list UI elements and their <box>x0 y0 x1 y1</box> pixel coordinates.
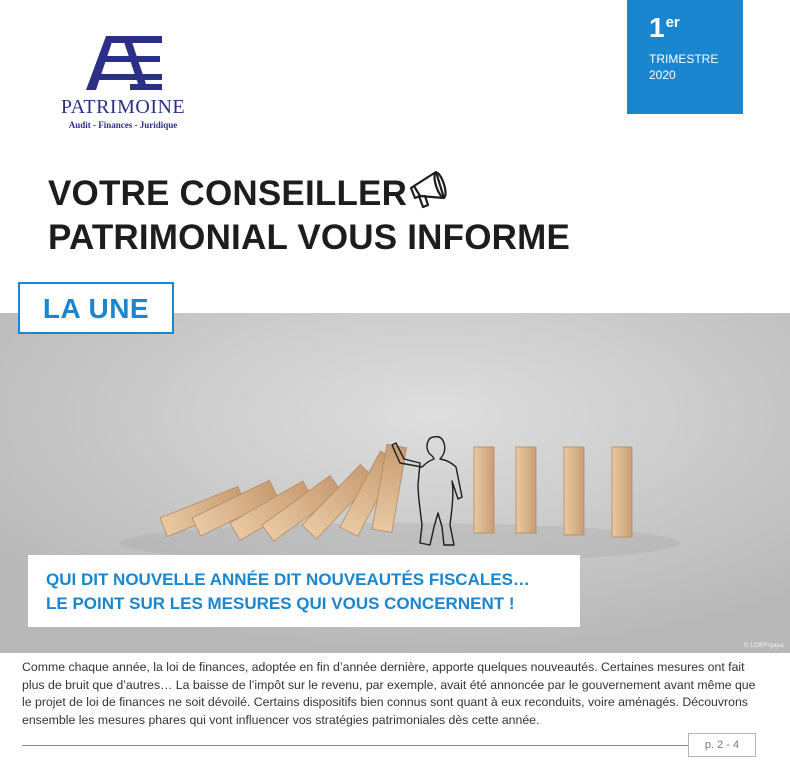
headline-line-1: QUI DIT NOUVELLE ANNÉE DIT NOUVEAUTÉS FISCALES… <box>46 570 530 589</box>
page-title <box>48 172 570 260</box>
headline-box <box>28 555 580 627</box>
company-logo <box>58 34 188 134</box>
quarter-label: TRIMESTRE <box>649 52 719 66</box>
headline-line-2: LE POINT SUR LES MESURES QUI VOUS CONCERNENT ! <box>46 594 515 613</box>
megaphone-icon <box>406 164 452 210</box>
logo-tagline: Audit - Finances - Juridique <box>68 120 178 130</box>
section-label: LA UNE <box>18 282 174 334</box>
quarter-suffix: er <box>665 14 680 31</box>
title-line-1: VOTRE CONSEILLER <box>48 174 408 213</box>
quarter-number: 1er <box>649 12 680 43</box>
page-reference: p. 2 - 4 <box>688 733 756 757</box>
title-line-2: PATRIMONIAL VOUS INFORME <box>48 218 571 257</box>
quarter-badge <box>627 0 743 114</box>
intro-paragraph: Comme chaque année, la loi de finances, adoptée en fin d’année dernière, apporte quelques nouveautés. Certaines mesures ont fait plus de bruit que d’autres… La baisse de l’impôt sur le revenu, par exemple, avait été annoncée par le gouvernement avant même que le projet de loi de finances ne soit dévoilé. Certains dispositifs bien connus sont quant à eux reconduits, voire aménagés. Découvrons ensemble les mesures phares qui vont influencer vos stratégies patrimoniales dès cette année. <box>22 660 756 727</box>
photo-credit: © 123RF/gajus <box>743 643 784 649</box>
logo-mark <box>82 34 166 92</box>
divider <box>22 745 688 746</box>
logo-brand: PATRIMOINE <box>60 96 186 118</box>
quarter-year: 2020 <box>649 68 676 82</box>
